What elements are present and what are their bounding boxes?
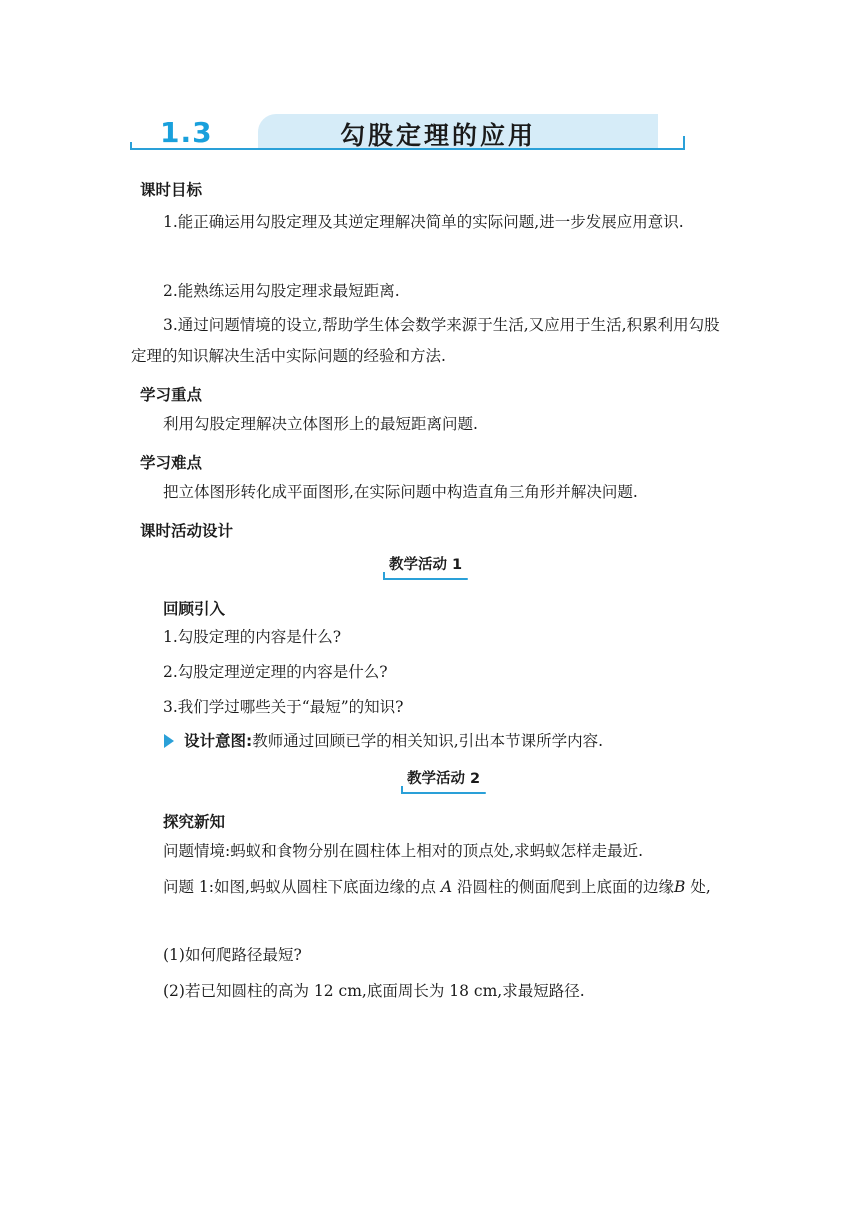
sub-question-1: (1)如何爬路径最短? [163,946,302,964]
objective-3: 3.通过问题情境的设立,帮助学生体会数学来源于生活,又应用于生活,积累利用勾股定理的知识解决生活中实际问题的经验和方法. [131,316,720,365]
review-question-1: 1.勾股定理的内容是什么? [163,628,342,646]
objective-2: 2.能熟练运用勾股定理求最短距离. [163,282,400,300]
problem-1-part-c: 处, [685,878,711,896]
difficulty-text: 把立体图形转化成平面图形,在实际问题中构造直角三角形并解决问题. [163,483,638,501]
problem-1-part-a: 问题 1:如图,蚂蚁从圆柱下底面边缘的点 [163,878,441,896]
header-left-tick [130,142,132,150]
activity-2-title [401,767,486,790]
key-points-text: 利用勾股定理解决立体图形上的最短距离问题. [163,415,478,433]
problem-situation: 问题情境:蚂蚁和食物分别在圆柱体上相对的顶点处,求蚂蚁怎样走最近. [163,842,644,860]
chapter-title: 勾股定理的应用 [340,121,537,150]
activity-2-title-text: 教学活动 2 [407,771,481,787]
difficulty-heading: 学习难点 [140,454,203,472]
activity-2-underline [401,792,486,794]
chapter-number: 1.3 [160,116,213,149]
point-a: A [440,878,453,896]
activity-1-underline [383,578,468,580]
explore-heading: 探究新知 [163,813,226,831]
activity-1-title [383,553,468,576]
problem-1-part-b: 沿圆柱的侧面爬到上底面的边缘 [452,878,675,896]
activity-2-hook [401,786,403,794]
chapter-header [130,112,690,162]
activity-1-title-text: 教学活动 1 [389,557,463,573]
review-question-2: 2.勾股定理逆定理的内容是什么? [163,663,388,681]
objective-1: 1.能正确运用勾股定理及其逆定理解决简单的实际问题,进一步发展应用意识. [163,213,684,231]
design-intent-label: 设计意图: [184,732,253,750]
problem-1 [131,872,731,903]
activity-design-heading: 课时活动设计 [140,522,234,540]
triangle-bullet-icon [164,734,174,748]
header-right-bracket [683,136,685,150]
objectives-heading: 课时目标 [140,181,203,199]
design-intent [184,726,744,757]
review-heading: 回顾引入 [163,600,226,618]
sub-question-2: (2)若已知圆柱的高为 12 cm,底面周长为 18 cm,求最短路径. [163,982,585,1000]
key-points-heading: 学习重点 [140,386,203,404]
point-b: B [674,878,686,896]
activity-1-hook [383,572,385,580]
review-question-3: 3.我们学过哪些关于“最短”的知识? [163,698,404,716]
design-intent-text: 教师通过回顾已学的相关知识,引出本节课所学内容. [252,732,604,750]
